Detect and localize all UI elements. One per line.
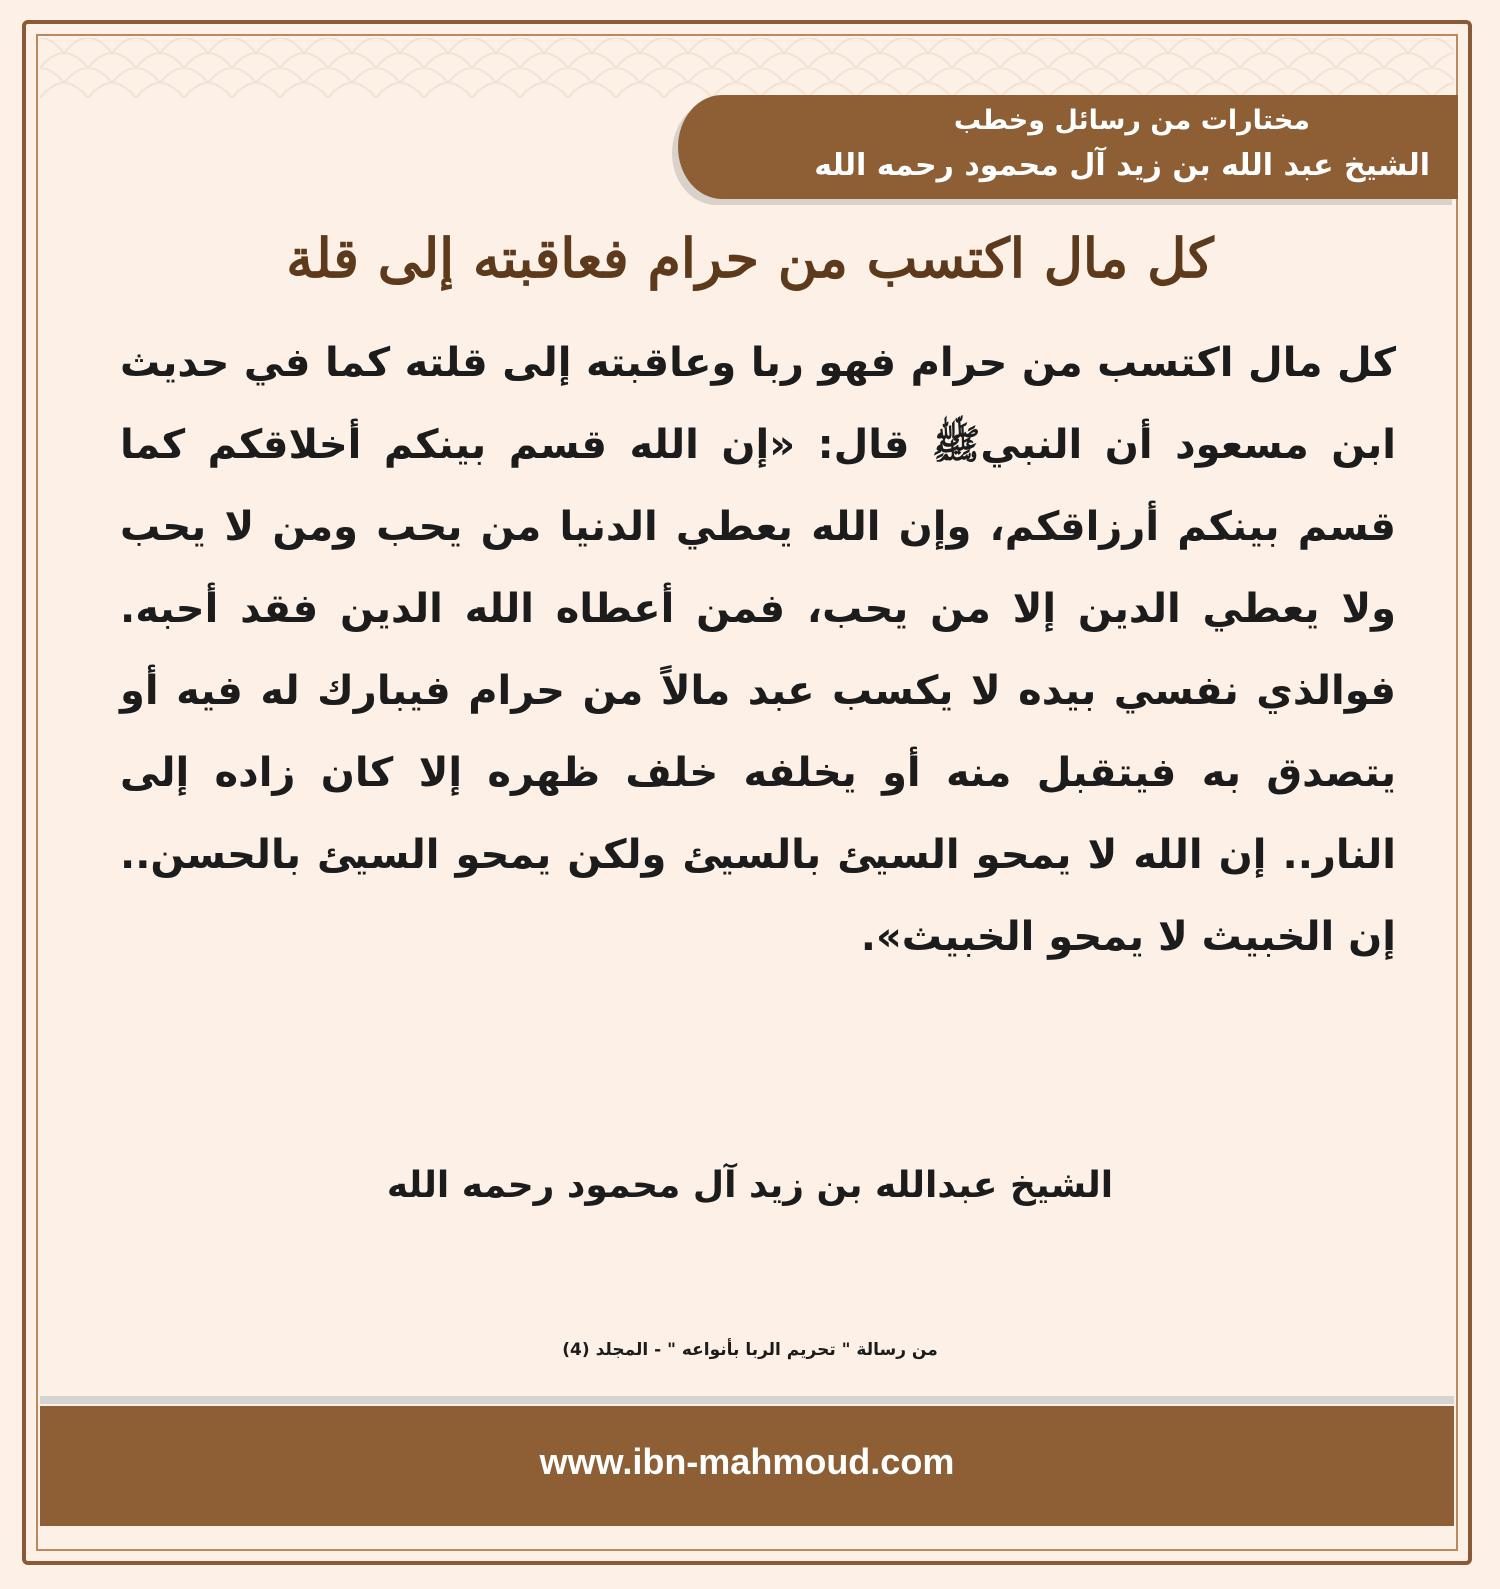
- author-signature: الشيخ عبدالله بن زيد آل محمود رحمه الله: [386, 1165, 1114, 1206]
- decorative-pattern: [40, 38, 1454, 98]
- page-title: كل مال اكتسب من حرام فعاقبته إلى قلة: [286, 226, 1214, 290]
- footer-divider: [40, 1396, 1454, 1404]
- header-series-title: مختارات من رسائل وخطب: [953, 105, 1310, 136]
- footer-bar: [40, 1406, 1454, 1526]
- header-author-name: الشيخ عبد الله بن زيد آل محمود رحمه الله: [814, 148, 1430, 183]
- source-citation: من رسالة " تحريم الربا بأنواعه " - المجلد (4): [562, 1340, 938, 1360]
- website-url[interactable]: www.ibn-mahmoud.com: [539, 1441, 955, 1482]
- header-banner: [678, 95, 1458, 199]
- body-paragraph: كل مال اكتسب من حرام فهو ربا وعاقبته إلى قلته كما في حديث ابن مسعود أن النبيﷺ قال: «إن الله قسم بينكم أخلاقكم كما قسم بينكم أرزاقكم، وإن الله يعطي الدنيا من يحب ومن لا يحب ولا يعطي الدين إلا من يحب، فمن أعطاه الله الدين فقد أحبه. فوالذي نفسي بيده لا يكسب عبد مالاً من حرام فيبارك له فيه أو يتصدق به فيتقبل منه أو يخلفه خلف ظهره إلا كان زاده إلى النار.. إن الله لا يمحو السيئ بالسيئ ولكن يمحو السيئ بالحسن.. إن الخبيث لا يمحو الخبيث».: [120, 340, 1396, 960]
